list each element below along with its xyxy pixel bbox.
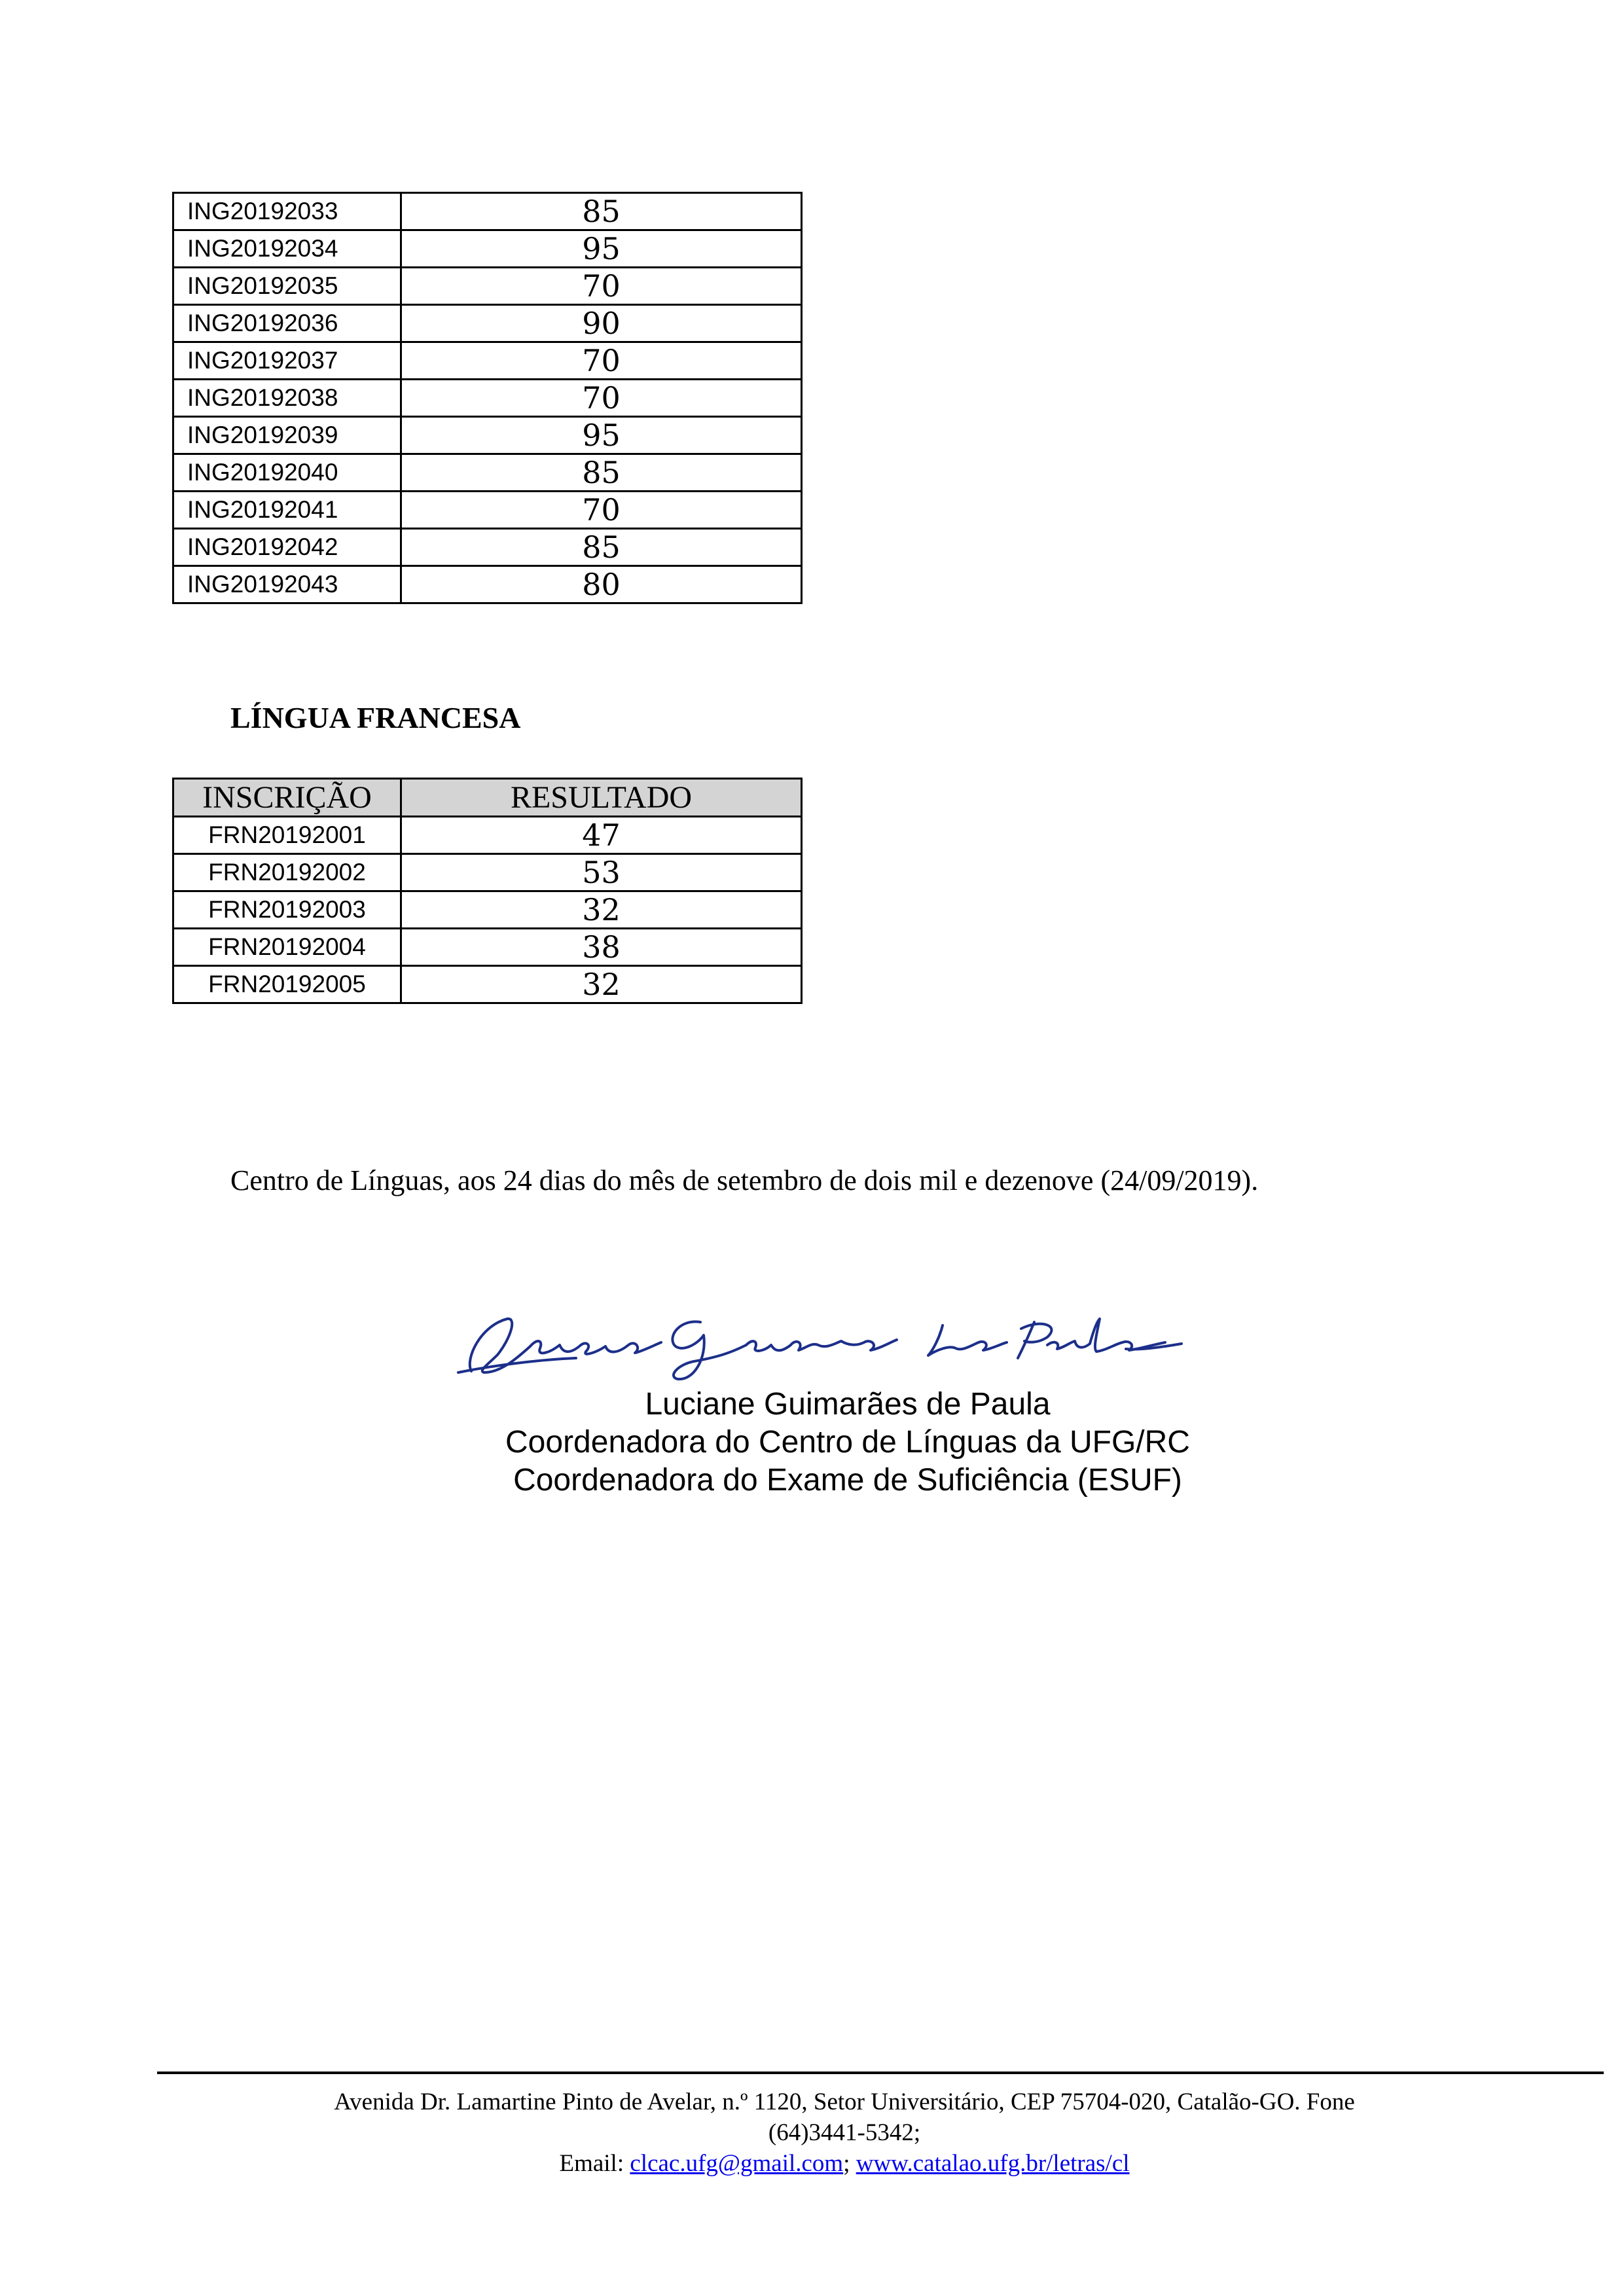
table-row bbox=[173, 929, 802, 966]
table-row bbox=[173, 417, 802, 454]
resultado-cell: 70 bbox=[401, 342, 802, 380]
table-row bbox=[173, 966, 802, 1003]
website-link[interactable]: www.catalao.ufg.br/letras/cl bbox=[856, 2150, 1130, 2177]
resultado-cell: 80 bbox=[401, 566, 802, 603]
table-row bbox=[173, 566, 802, 603]
inscricao-cell: FRN20192005 bbox=[173, 966, 401, 1003]
inscricao-cell: ING20192040 bbox=[173, 454, 401, 492]
table-row bbox=[173, 230, 802, 268]
inscricao-cell: ING20192038 bbox=[173, 380, 401, 417]
inscricao-cell: ING20192035 bbox=[173, 268, 401, 305]
footer-address: Avenida Dr. Lamartine Pinto de Avelar, n.º 1120, Setor Universitário, CEP 75704-020, Catalão-GO. Fone bbox=[334, 2089, 1355, 2115]
handwritten-signature bbox=[445, 1299, 1185, 1384]
table-header-row bbox=[173, 779, 802, 817]
signer-role-esuf: Coordenadora do Exame de Suficiência (ESUF) bbox=[513, 1463, 1182, 1498]
resultado-cell: 85 bbox=[401, 454, 802, 492]
table-row bbox=[173, 817, 802, 854]
resultado-cell: 47 bbox=[401, 817, 802, 854]
footer-divider bbox=[157, 2072, 1604, 2074]
inscricao-cell: ING20192033 bbox=[173, 193, 401, 230]
footer-separator: ; bbox=[843, 2150, 850, 2177]
footer bbox=[216, 2087, 1473, 2179]
resultado-cell: 70 bbox=[401, 268, 802, 305]
inscricao-cell: ING20192039 bbox=[173, 417, 401, 454]
resultado-cell: 95 bbox=[401, 417, 802, 454]
table-row bbox=[173, 193, 802, 230]
email-link[interactable]: clcac.ufg@gmail.com bbox=[630, 2150, 844, 2177]
inscricao-cell: ING20192037 bbox=[173, 342, 401, 380]
inscricao-cell: ING20192041 bbox=[173, 492, 401, 529]
inscricao-cell: ING20192042 bbox=[173, 529, 401, 566]
signer-role-centro: Coordenadora do Centro de Línguas da UFG/RC bbox=[505, 1425, 1190, 1460]
signer-name: Luciane Guimarães de Paula bbox=[645, 1387, 1051, 1422]
signature-block bbox=[458, 1386, 1237, 1499]
resultado-cell: 53 bbox=[401, 854, 802, 891]
section-title-frances: LÍNGUA FRANCESA bbox=[230, 701, 521, 734]
inscricao-cell: FRN20192003 bbox=[173, 891, 401, 929]
inscricao-cell: FRN20192004 bbox=[173, 929, 401, 966]
resultado-cell: 85 bbox=[401, 193, 802, 230]
footer-email-label: Email: bbox=[559, 2150, 624, 2177]
ingles-results-table bbox=[172, 192, 803, 604]
resultado-cell: 70 bbox=[401, 380, 802, 417]
table-row bbox=[173, 529, 802, 566]
resultado-cell: 95 bbox=[401, 230, 802, 268]
table-row bbox=[173, 342, 802, 380]
inscricao-cell: ING20192034 bbox=[173, 230, 401, 268]
table-row bbox=[173, 454, 802, 492]
footer-phone: (64)3441-5342; bbox=[768, 2119, 921, 2146]
inscricao-cell: FRN20192001 bbox=[173, 817, 401, 854]
inscricao-cell: ING20192036 bbox=[173, 305, 401, 342]
resultado-cell: 38 bbox=[401, 929, 802, 966]
resultado-cell: 90 bbox=[401, 305, 802, 342]
header-inscricao: INSCRIÇÃO bbox=[173, 779, 401, 817]
frances-results-table bbox=[172, 778, 803, 1004]
header-resultado: RESULTADO bbox=[401, 779, 802, 817]
resultado-cell: 32 bbox=[401, 891, 802, 929]
inscricao-cell: ING20192043 bbox=[173, 566, 401, 603]
table-row bbox=[173, 854, 802, 891]
table-row bbox=[173, 380, 802, 417]
footer-contact bbox=[216, 2148, 1473, 2179]
resultado-cell: 70 bbox=[401, 492, 802, 529]
table-row bbox=[173, 305, 802, 342]
closing-statement: Centro de Línguas, aos 24 dias do mês de setembro de dois mil e dezenove (24/09/2019). bbox=[230, 1164, 1259, 1196]
resultado-cell: 85 bbox=[401, 529, 802, 566]
table-row bbox=[173, 891, 802, 929]
resultado-cell: 32 bbox=[401, 966, 802, 1003]
table-row bbox=[173, 492, 802, 529]
table-row bbox=[173, 268, 802, 305]
inscricao-cell: FRN20192002 bbox=[173, 854, 401, 891]
